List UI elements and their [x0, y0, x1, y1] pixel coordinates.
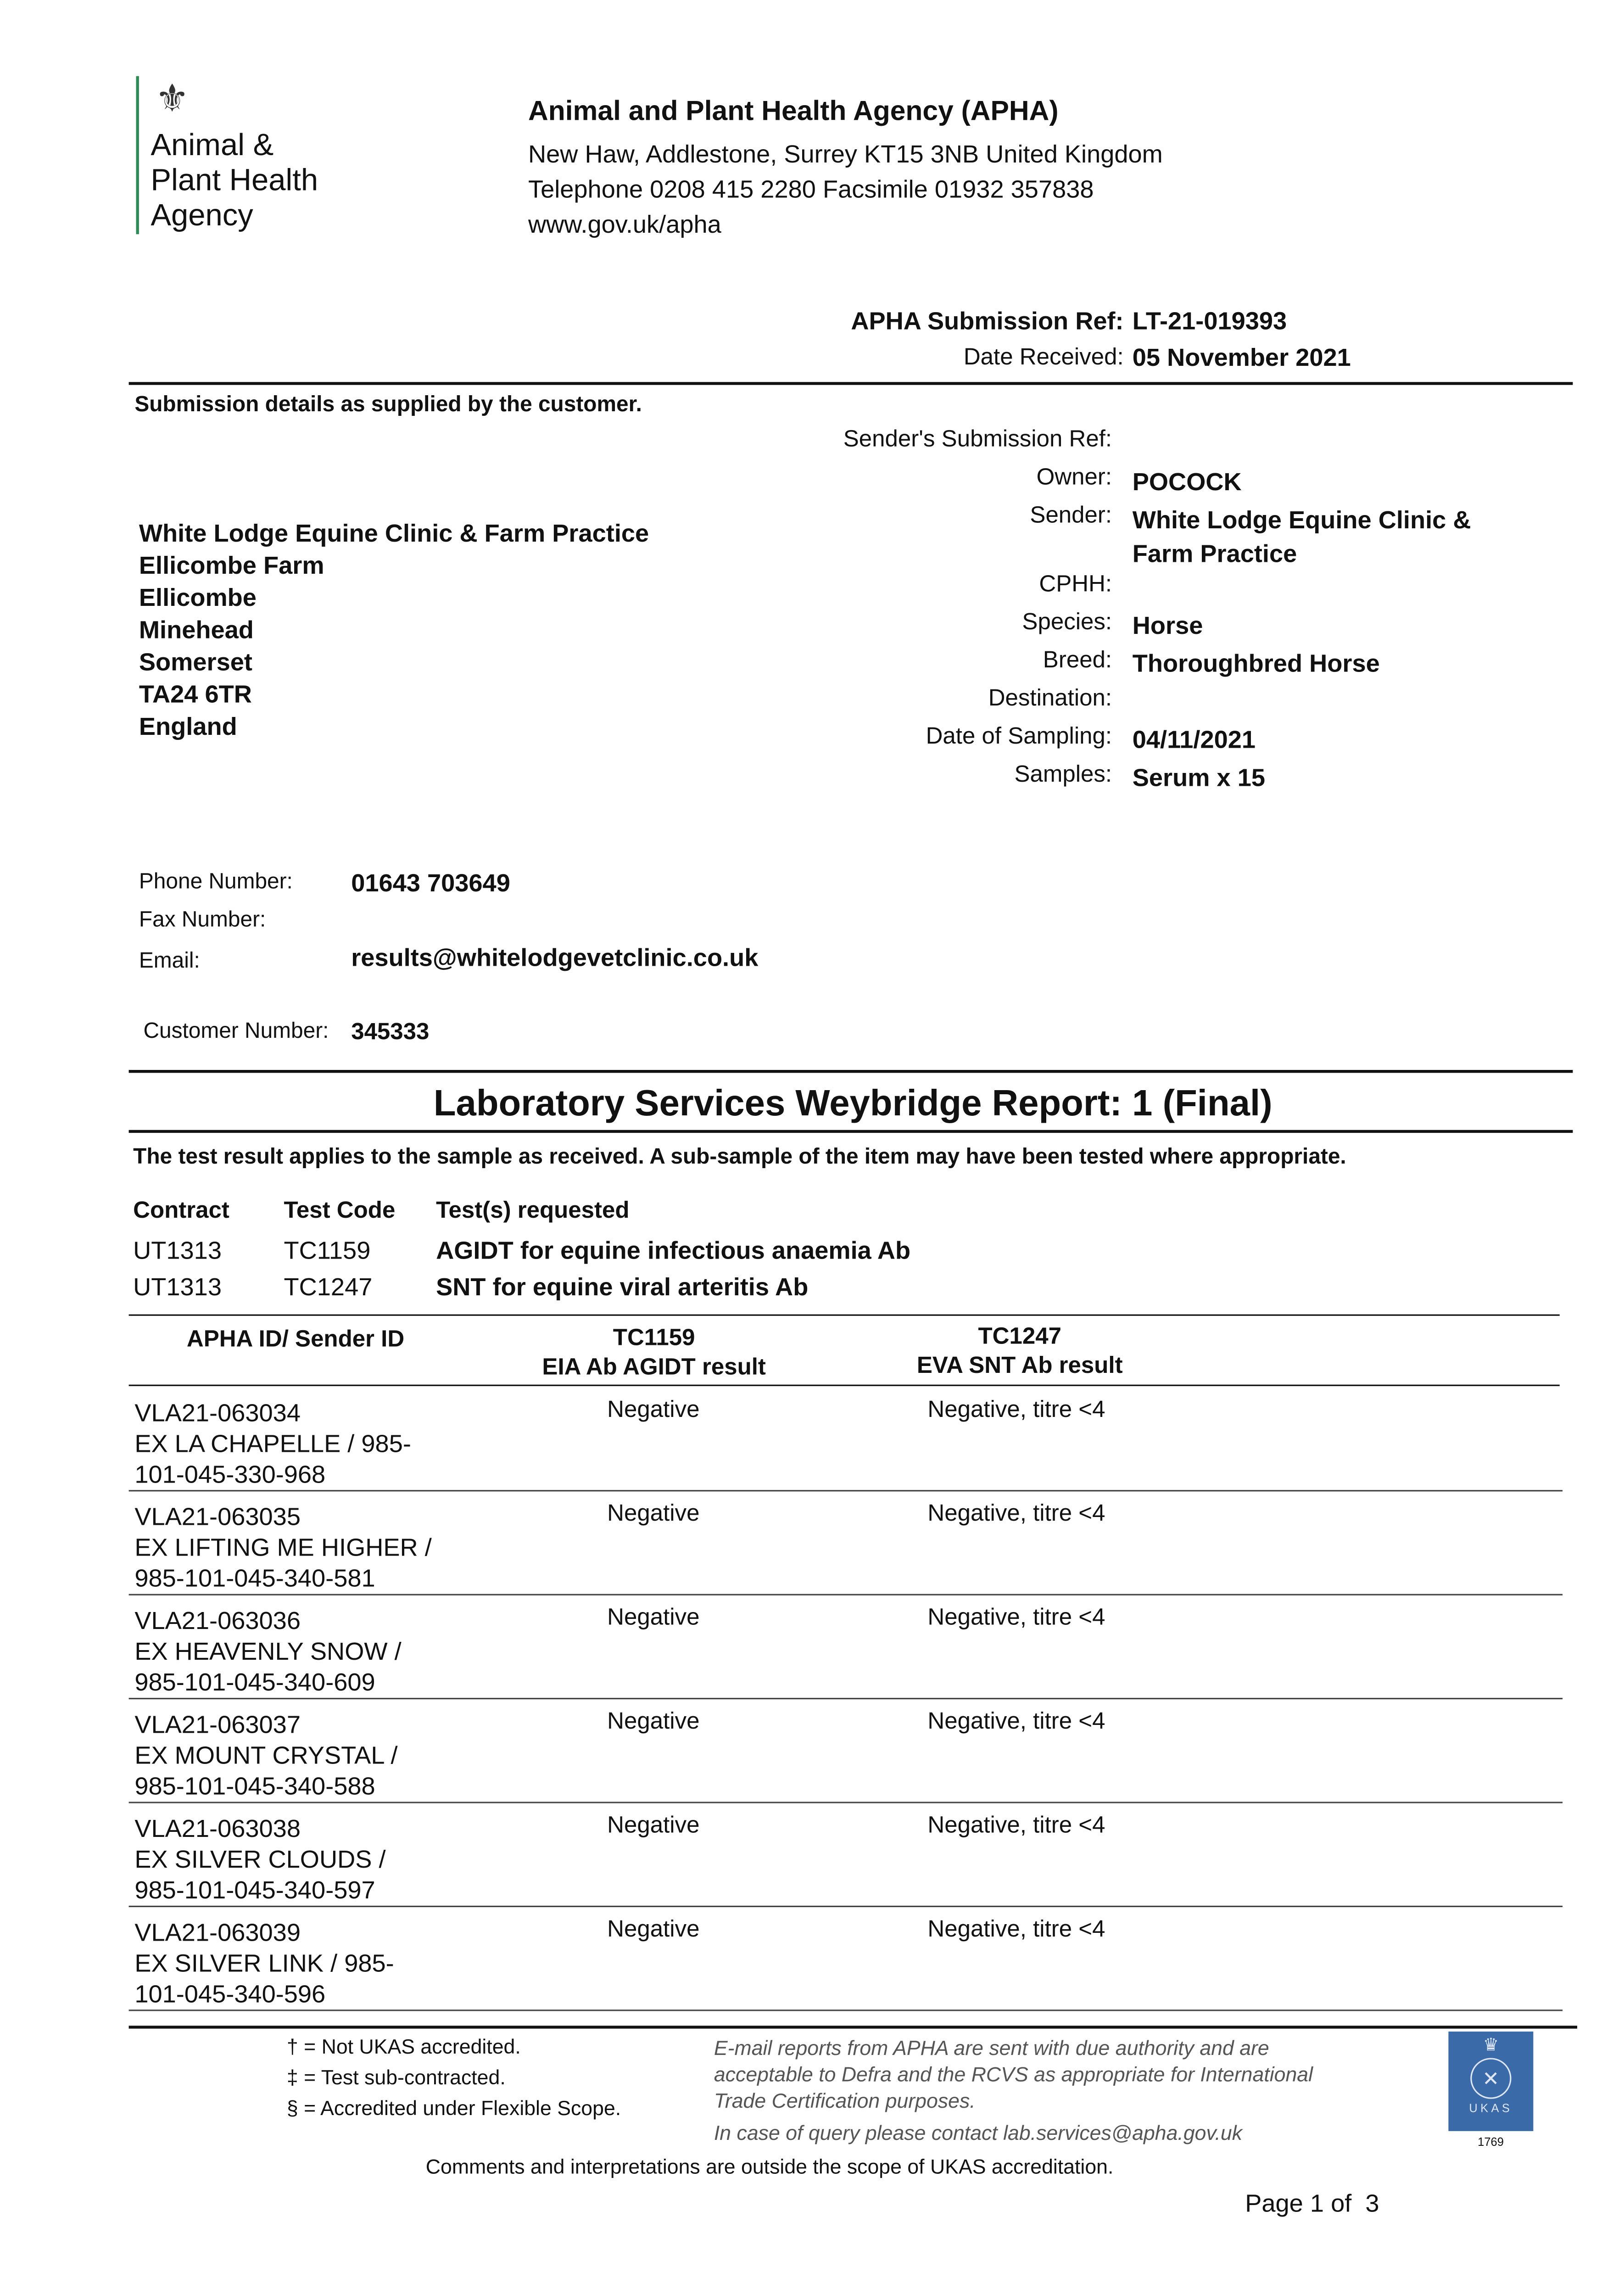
divider: [129, 1130, 1573, 1133]
apha-id: VLA21-063039: [134, 1919, 301, 1947]
ukas-comments: Comments and interpretations are outside the scope of UKAS accreditation.: [425, 2154, 1114, 2178]
sender-id: EX MOUNT CRYSTAL /: [134, 1741, 398, 1770]
address-line: Ellicombe: [139, 584, 257, 612]
logo-bar: [136, 76, 139, 234]
samples-value: Serum x 15: [1132, 764, 1266, 792]
test-code: TC1159: [284, 1237, 371, 1265]
test-contract: UT1313: [133, 1273, 222, 1301]
disclaimer-line: E-mail reports from APHA are sent with due authority and are: [714, 2036, 1269, 2060]
sample-id: [134, 1710, 397, 1802]
phone-value: 01643 703649: [351, 869, 510, 897]
sender-id: EX HEAVENLY SNOW /: [134, 1638, 402, 1666]
ukas-tick-icon: ✕: [1470, 2058, 1511, 2099]
sample-id: [134, 1917, 394, 2010]
sender-value: [1133, 504, 1471, 571]
address-line: Minehead: [139, 616, 254, 644]
logo-text: Animal &: [151, 129, 274, 162]
eva-result: Negative, titre <4: [927, 1917, 1105, 1942]
divider: [129, 1385, 1560, 1386]
divider: [129, 382, 1573, 385]
legend: [287, 2032, 621, 2124]
date-received-label: Date Received:: [963, 345, 1124, 370]
detail-label: Sender's Submission Ref:: [843, 427, 1112, 453]
agency-address: New Haw, Addlestone, Surrey KT15 3NB United Kingdom: [528, 140, 1163, 168]
eva-result: Negative, titre <4: [927, 1813, 1105, 1839]
owner-value: POCOCK: [1132, 468, 1242, 497]
row-divider: [129, 2010, 1563, 2011]
address-line: TA24 6TR: [139, 680, 252, 709]
detail-label: Species:: [1022, 610, 1112, 635]
test-contract: UT1313: [133, 1237, 222, 1265]
crest-icon: ⚜: [155, 76, 190, 120]
submission-ref-label: APHA Submission Ref:: [851, 307, 1124, 336]
report-title: Laboratory Services Weybridge Report: 1 (Final): [433, 1083, 1272, 1124]
test-name: AGIDT for equine infectious anaemia Ab: [436, 1237, 911, 1265]
detail-label: Samples:: [1014, 762, 1112, 788]
eia-result: Negative: [607, 1606, 700, 1631]
legend-item: ‡ = Test sub-contracted.: [286, 2065, 506, 2089]
divider: [129, 2026, 1577, 2028]
ukas-logo: [1448, 2032, 1533, 2131]
email-label: Email:: [139, 948, 200, 974]
apha-id: VLA21-063038: [134, 1815, 301, 1843]
legend-item: § = Accredited under Flexible Scope.: [286, 2096, 621, 2120]
sender-id: 985-101-045-340-609: [134, 1668, 375, 1696]
customer-number: 345333: [351, 1020, 430, 1045]
agency-website[interactable]: www.gov.uk/apha: [528, 211, 721, 239]
detail-label: CPHH:: [1039, 572, 1112, 598]
eia-result: Negative: [607, 1709, 700, 1735]
eia-result: Negative: [607, 1501, 700, 1527]
test-code-header: Test Code: [284, 1198, 396, 1224]
address-line: White Lodge Equine Clinic & Farm Practice: [139, 520, 649, 548]
row-divider: [129, 1802, 1563, 1803]
legend-item: † = Not UKAS accredited.: [286, 2034, 521, 2058]
eia-header: [508, 1325, 800, 1383]
sample-note: The test result applies to the sample as received. A sub-sample of the item may have been tested where appropriate.: [133, 1144, 1346, 1170]
sender-id: EX SILVER CLOUDS /: [134, 1846, 386, 1874]
sender-id: EX SILVER LINK / 985-: [134, 1949, 394, 1978]
header-line: EIA Ab AGIDT result: [542, 1355, 766, 1381]
date-received: 05 November 2021: [1132, 344, 1351, 372]
eva-header: [873, 1323, 1166, 1382]
tests-requested-header: Test(s) requested: [436, 1198, 630, 1224]
agency-name: Animal and Plant Health Agency (APHA): [528, 96, 1059, 128]
detail-label: Breed:: [1043, 648, 1112, 673]
disclaimer-line: Trade Certification purposes.: [714, 2088, 976, 2112]
eia-result: Negative: [607, 1917, 700, 1942]
header-line: TC1159: [613, 1326, 695, 1351]
sender-id: 101-045-330-968: [134, 1461, 326, 1489]
apha-id: VLA21-063035: [134, 1503, 301, 1531]
agency-logo: [151, 129, 318, 235]
customer-address: [139, 518, 649, 744]
eva-result: Negative, titre <4: [927, 1709, 1105, 1735]
divider: [129, 1070, 1573, 1073]
sample-id: [134, 1398, 411, 1490]
sample-id: [134, 1814, 385, 1906]
detail-label: Sender:: [1030, 503, 1112, 529]
sampling-date-value: 04/11/2021: [1132, 726, 1256, 754]
phone-label: Phone Number:: [139, 869, 293, 895]
contract-header: Contract: [133, 1198, 229, 1224]
eva-result: Negative, titre <4: [927, 1398, 1105, 1423]
crown-icon: ♛: [1483, 2034, 1499, 2055]
row-divider: [129, 1594, 1563, 1595]
sender-line: White Lodge Equine Clinic &: [1132, 506, 1471, 534]
apha-id: VLA21-063037: [134, 1711, 301, 1739]
eva-result: Negative, titre <4: [927, 1606, 1105, 1631]
breed-value: Thoroughbred Horse: [1132, 649, 1380, 678]
test-code: TC1247: [284, 1273, 373, 1301]
fax-label: Fax Number:: [139, 907, 266, 933]
row-divider: [129, 1490, 1563, 1491]
species-value: Horse: [1132, 611, 1203, 640]
email-value[interactable]: results@whitelodgevetclinic.co.uk: [351, 944, 759, 972]
disclaimer-line: acceptable to Defra and the RCVS as appropriate for International: [714, 2062, 1313, 2086]
address-line: Somerset: [139, 648, 252, 677]
sender-id: EX LIFTING ME HIGHER /: [134, 1534, 432, 1562]
logo-text: Agency: [151, 199, 253, 233]
sender-id: 101-045-340-596: [134, 1980, 326, 2009]
agency-phone: Telephone 0208 415 2280 Facsimile 01932 357838: [528, 175, 1094, 204]
sample-id: [134, 1502, 432, 1594]
details-heading: Submission details as supplied by the customer.: [134, 392, 642, 417]
ukas-number: 1769: [1478, 2135, 1504, 2149]
id-header: APHA ID/ Sender ID: [186, 1327, 405, 1353]
row-divider: [129, 1906, 1563, 1907]
sample-id: [134, 1606, 401, 1698]
disclaimer: [714, 2034, 1313, 2145]
address-line: Ellicombe Farm: [139, 552, 324, 580]
sender-id: 985-101-045-340-588: [134, 1772, 375, 1801]
eia-result: Negative: [607, 1398, 700, 1423]
apha-id: VLA21-063034: [134, 1399, 301, 1427]
detail-label: Owner:: [1036, 465, 1112, 491]
detail-label: Destination:: [988, 686, 1112, 711]
sender-id: 985-101-045-340-597: [134, 1876, 375, 1904]
divider: [129, 1315, 1560, 1316]
eia-result: Negative: [607, 1813, 700, 1839]
customer-number-label: Customer Number:: [143, 1019, 329, 1044]
test-name: SNT for equine viral arteritis Ab: [436, 1273, 809, 1301]
sender-line: Farm Practice: [1132, 540, 1297, 568]
header-line: EVA SNT Ab result: [916, 1354, 1123, 1379]
detail-label: Date of Sampling:: [926, 724, 1112, 750]
submission-ref: LT-21-019393: [1132, 307, 1287, 336]
header-line: TC1247: [978, 1324, 1061, 1350]
apha-id: VLA21-063036: [134, 1607, 301, 1635]
eva-result: Negative, titre <4: [927, 1501, 1105, 1527]
sender-id: EX LA CHAPELLE / 985-: [134, 1430, 411, 1458]
query-contact: In case of query please contact lab.services@apha.gov.uk: [714, 2121, 1243, 2144]
logo-text: Plant Health: [151, 164, 318, 198]
sender-id: 985-101-045-340-581: [134, 1564, 375, 1593]
page-number: Page 1 of 3: [1245, 2189, 1379, 2218]
row-divider: [129, 1698, 1563, 1699]
address-line: England: [139, 712, 237, 741]
ukas-text: UKAS: [1469, 2102, 1513, 2115]
